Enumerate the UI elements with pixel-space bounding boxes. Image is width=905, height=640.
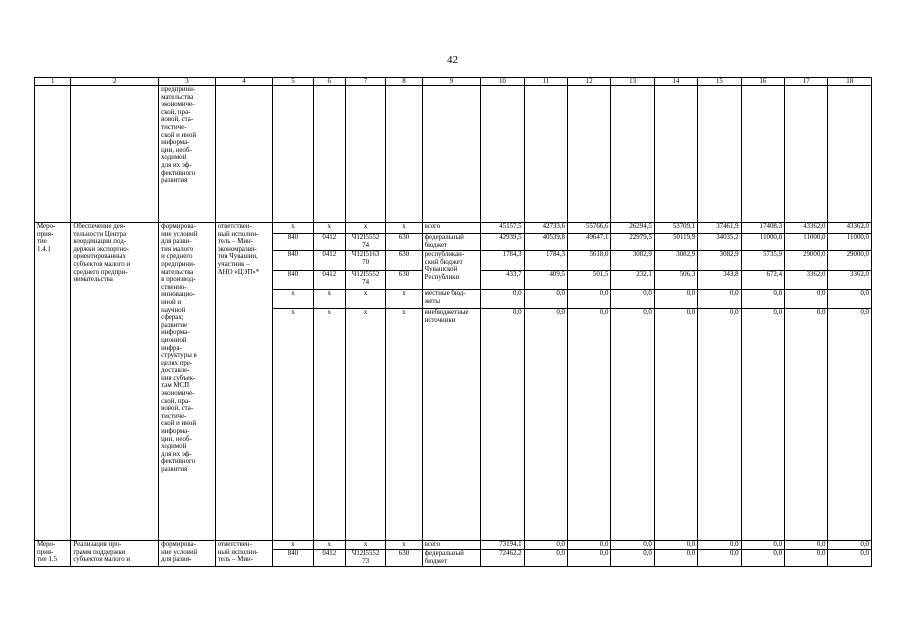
m141-r4-v12: 0,0 bbox=[568, 290, 611, 309]
column-number-13: 13 bbox=[611, 78, 654, 86]
m15-r1-v12: 0,0 bbox=[568, 550, 611, 567]
m141-r5-v17: 0,0 bbox=[785, 309, 828, 541]
m141-executor: ответствен- ный исполни- тель – Мин- экономразви- тия Чувашии, участник – АНО «ЦЭП»* bbox=[217, 223, 260, 276]
m141-r3-c7: Ч12I5552 74 bbox=[345, 271, 385, 290]
m15-r1-v11: 0,0 bbox=[524, 550, 567, 567]
m141-r4-v16: 0,0 bbox=[741, 290, 784, 309]
m141-r5-v14: 0,0 bbox=[654, 309, 697, 541]
m141-r2-v18: 29000,0 bbox=[828, 251, 872, 271]
m141-r0-v11: 42733,6 bbox=[524, 223, 567, 234]
column-number-14: 14 bbox=[654, 78, 697, 86]
m141-r3-v14: 506,3 bbox=[654, 271, 697, 290]
m141-r0-v16: 17408,3 bbox=[741, 223, 784, 234]
m15-label: Меро- прия- тие 1.5 bbox=[37, 541, 58, 564]
m141-r5-v18: 0,0 bbox=[828, 309, 872, 541]
m141-r5-v10: 0,0 bbox=[481, 309, 524, 541]
m141-r1-v17: 11000,0 bbox=[785, 234, 828, 251]
m141-r5-c5: x bbox=[273, 309, 313, 541]
m141-label: Меро- прия- тие 1.4.1 bbox=[37, 223, 56, 253]
column-number-7: 7 bbox=[345, 78, 385, 86]
m15-r1-c6: 0412 bbox=[313, 550, 345, 567]
m15-r0-v16: 0,0 bbox=[741, 541, 784, 550]
m141-r1-v12: 49647,1 bbox=[568, 234, 611, 251]
m141-r5-source: внебюджетные источники bbox=[422, 309, 481, 541]
column-number-9: 9 bbox=[422, 78, 481, 86]
m141-r3-c6: 0412 bbox=[313, 271, 345, 290]
m15-r1-c8: 630 bbox=[386, 550, 422, 567]
m141-r2-c5: 840 bbox=[273, 251, 313, 271]
m15-r0-v11: 0,0 bbox=[524, 541, 567, 550]
column-number-row bbox=[35, 78, 872, 86]
m15-r0-c6: x bbox=[313, 541, 345, 550]
column-number-1: 1 bbox=[35, 78, 71, 86]
m15-r0-v17: 0,0 bbox=[785, 541, 828, 550]
continuation-row bbox=[35, 86, 872, 223]
m141-r4-c7: x bbox=[345, 290, 385, 309]
m141-row-total bbox=[35, 223, 872, 234]
m141-r3-v12: 501,5 bbox=[568, 271, 611, 290]
column-number-10: 10 bbox=[481, 78, 524, 86]
m141-r3-v16: 672,4 bbox=[741, 271, 784, 290]
m15-r0-source: всего bbox=[422, 541, 481, 550]
m15-r1-v10: 72462,2 bbox=[481, 550, 524, 567]
column-number-8: 8 bbox=[386, 78, 422, 86]
m15-r1-source: федеральный бюджет bbox=[422, 550, 481, 567]
m15-r0-v13: 0,0 bbox=[611, 541, 654, 550]
m141-r4-v11: 0,0 bbox=[524, 290, 567, 309]
m141-r2-v15: 3082,9 bbox=[698, 251, 741, 271]
m141-name: Обеспечение дея- тельности Центра координации под- держки экспортно- ориентированных субъектов малого и среднего предпри- нимательства bbox=[73, 223, 131, 284]
m15-name: Реализация про- грамм поддержки субъектов малого и bbox=[73, 541, 131, 564]
m15-r1-v16: 0,0 bbox=[741, 550, 784, 567]
m15-r1-v14: 0,0 bbox=[654, 550, 697, 567]
m141-r4-c8: x bbox=[386, 290, 422, 309]
m141-r2-v10: 1784,3 bbox=[481, 251, 524, 271]
column-number-3: 3 bbox=[159, 78, 216, 86]
m141-r1-v11: 40539,8 bbox=[524, 234, 567, 251]
column-number-12: 12 bbox=[568, 78, 611, 86]
m141-r3-c8: 630 bbox=[386, 271, 422, 290]
m141-r1-c5: 840 bbox=[273, 234, 313, 251]
m141-r5-c7: x bbox=[345, 309, 385, 541]
m141-r2-v16: 5735,9 bbox=[741, 251, 784, 271]
column-number-17: 17 bbox=[785, 78, 828, 86]
budget-table bbox=[34, 77, 872, 567]
m15-r1-v17: 0,0 bbox=[785, 550, 828, 567]
column-number-15: 15 bbox=[698, 78, 741, 86]
m141-r2-source: республикан- ский бюджет Чувашской Республики bbox=[422, 251, 481, 290]
m141-r4-c6: x bbox=[313, 290, 345, 309]
m141-r4-v17: 0,0 bbox=[785, 290, 828, 309]
m141-r1-c6: 0412 bbox=[313, 234, 345, 251]
page-number: 42 bbox=[447, 54, 458, 66]
m141-r1-v15: 34035,2 bbox=[698, 234, 741, 251]
m141-r3-c5: 840 bbox=[273, 271, 313, 290]
m141-r4-v18: 0,0 bbox=[828, 290, 872, 309]
column-number-18: 18 bbox=[828, 78, 872, 86]
m141-r1-v18: 11000,0 bbox=[828, 234, 872, 251]
column-number-11: 11 bbox=[524, 78, 567, 86]
m141-r2-v11: 1784,3 bbox=[524, 251, 567, 271]
column-number-2: 2 bbox=[71, 78, 159, 86]
m141-r0-c8: x bbox=[386, 223, 422, 234]
m141-r1-v10: 42939,5 bbox=[481, 234, 524, 251]
m141-r0-v12: 55766,6 bbox=[568, 223, 611, 234]
m141-r5-c6: x bbox=[313, 309, 345, 541]
m141-task: формирова- ние условий для разви- тия малого и среднего предприни- мательства в производ- ственно- инновацио- нной и научной сферах; развитие информа- ционной инфра- структуры в целях пре- доставле- ния субъек- там МСП экономиче- ской, пра- вовой, ста- тистиче- ской и иной информа- ции, необ- ходимой для их эф- фективного развития bbox=[161, 223, 198, 473]
m141-r2-c6: 0412 bbox=[313, 251, 345, 271]
m15-r1-c5: 840 bbox=[273, 550, 313, 567]
m141-r5-v15: 0,0 bbox=[698, 309, 741, 541]
m15-r1-v18: 0,0 bbox=[828, 550, 872, 567]
m141-r0-c5: x bbox=[273, 223, 313, 234]
m141-r0-v13: 26294,5 bbox=[611, 223, 654, 234]
m141-r0-v14: 53709,1 bbox=[654, 223, 697, 234]
column-number-16: 16 bbox=[741, 78, 784, 86]
m15-row-total bbox=[35, 541, 872, 550]
m141-r2-v12: 5618,0 bbox=[568, 251, 611, 271]
m15-r0-v18: 0,0 bbox=[828, 541, 872, 550]
m15-r0-v15: 0,0 bbox=[698, 541, 741, 550]
m15-r1-c7: Ч12I5552 73 bbox=[345, 550, 385, 567]
m141-r4-source: местные бюд- жеты bbox=[422, 290, 481, 309]
m141-r4-c5: x bbox=[273, 290, 313, 309]
m141-r3-v15: 343,8 bbox=[698, 271, 741, 290]
column-number-4: 4 bbox=[215, 78, 273, 86]
m15-r0-v14: 0,0 bbox=[654, 541, 697, 550]
m141-r1-v13: 22979,5 bbox=[611, 234, 654, 251]
m141-r4-v10: 0,0 bbox=[481, 290, 524, 309]
m141-r3-v10: 433,7 bbox=[481, 271, 524, 290]
m141-r0-v17: 43362,0 bbox=[785, 223, 828, 234]
m141-r0-c7: x bbox=[345, 223, 385, 234]
m141-r1-c8: 630 bbox=[386, 234, 422, 251]
m141-r1-v14: 50119,9 bbox=[654, 234, 697, 251]
m141-r1-source: федеральный бюджет bbox=[422, 234, 481, 251]
m15-r1-v15: 0,0 bbox=[698, 550, 741, 567]
m141-r3-v18: 3362,0 bbox=[828, 271, 872, 290]
m15-r1-v13: 0,0 bbox=[611, 550, 654, 567]
m15-r0-v10: 73194,1 bbox=[481, 541, 524, 550]
continuation-task: предприни- мательства экономиче- ской, пра- вовой, ста- тистиче- ской и иной информа- ции, необ- ходимой для их эф- фективного развития bbox=[161, 86, 197, 185]
m15-r0-c7: x bbox=[345, 541, 385, 550]
m141-r4-v15: 0,0 bbox=[698, 290, 741, 309]
m15-task: формирова- ние условий для разви- bbox=[161, 541, 198, 564]
m141-r0-source: всего bbox=[422, 223, 481, 234]
m141-r5-c8: x bbox=[386, 309, 422, 541]
m141-r5-v12: 0,0 bbox=[568, 309, 611, 541]
m141-r0-c6: x bbox=[313, 223, 345, 234]
m141-r2-c8: 630 bbox=[386, 251, 422, 271]
m141-r4-v13: 0,0 bbox=[611, 290, 654, 309]
m141-r5-v13: 0,0 bbox=[611, 309, 654, 541]
m15-r0-c8: x bbox=[386, 541, 422, 550]
m141-r0-v15: 37461,9 bbox=[698, 223, 741, 234]
m15-executor: ответствен- ный исполни- тель – Мин- bbox=[217, 541, 259, 564]
m141-r5-v16: 0,0 bbox=[741, 309, 784, 541]
column-number-5: 5 bbox=[273, 78, 313, 86]
m141-r5-v11: 0,0 bbox=[524, 309, 567, 541]
column-number-6: 6 bbox=[313, 78, 345, 86]
m141-r1-c7: Ч12I5552 74 bbox=[345, 234, 385, 251]
m141-r2-v14: 3082,9 bbox=[654, 251, 697, 271]
m141-r0-v18: 43362,0 bbox=[828, 223, 872, 234]
m141-r2-c7: Ч12I5163 70 bbox=[345, 251, 385, 271]
m141-r2-v13: 3082,9 bbox=[611, 251, 654, 271]
m15-r0-v12: 0,0 bbox=[568, 541, 611, 550]
m141-r3-v13: 232,1 bbox=[611, 271, 654, 290]
m141-r4-v14: 0,0 bbox=[654, 290, 697, 309]
m141-r3-v17: 3362,0 bbox=[785, 271, 828, 290]
m141-r1-v16: 11000,0 bbox=[741, 234, 784, 251]
m141-r0-v10: 45157,5 bbox=[481, 223, 524, 234]
m15-r0-c5: x bbox=[273, 541, 313, 550]
m141-r3-v11: 409,5 bbox=[524, 271, 567, 290]
m141-r2-v17: 29000,0 bbox=[785, 251, 828, 271]
